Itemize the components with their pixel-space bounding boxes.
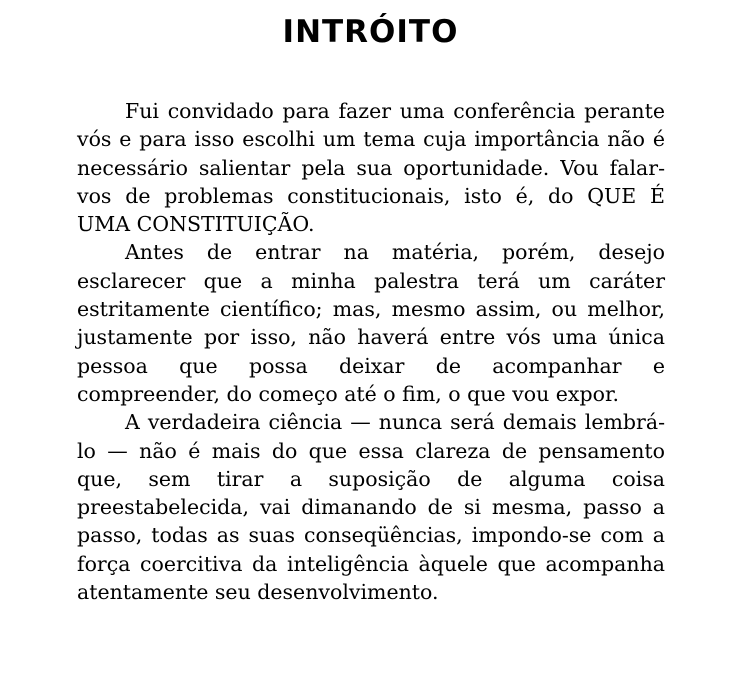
body-text bbox=[77, 97, 665, 606]
page-title: INTRÓITO bbox=[282, 14, 459, 50]
paragraph-2: Antes de entrar na matéria, porém, desejo esclarecer que a minha palestra terá um caráter estritamente científico; mas, mesmo assim, ou melhor, justamente por isso, não haverá entre vós uma única pessoa que possa deixar de acompanhar e compreender, do começo até o fim, o que vou expor. bbox=[77, 240, 665, 406]
paragraph-3: A verdadeira ciência — nunca será demais lembrá-lo — não é mais do que essa clareza de pensamento que, sem tirar a suposição de alguma coisa preestabelecida, vai dimanando de si mesma, passo a passo, todas as suas conseqüências, impondo-se com a força coercitiva da inteligência àquele que acompanha atentamente seu desenvolvimento. bbox=[77, 410, 665, 605]
paragraph-1: Fui convidado para fazer uma conferência perante vós e para isso escolhi um tema cuja importância não é necessário salientar pela sua oportunidade. Vou falar-vos de problemas constitucionais, isto é, do QUE É UMA CONSTITUIÇÃO. bbox=[77, 99, 665, 237]
